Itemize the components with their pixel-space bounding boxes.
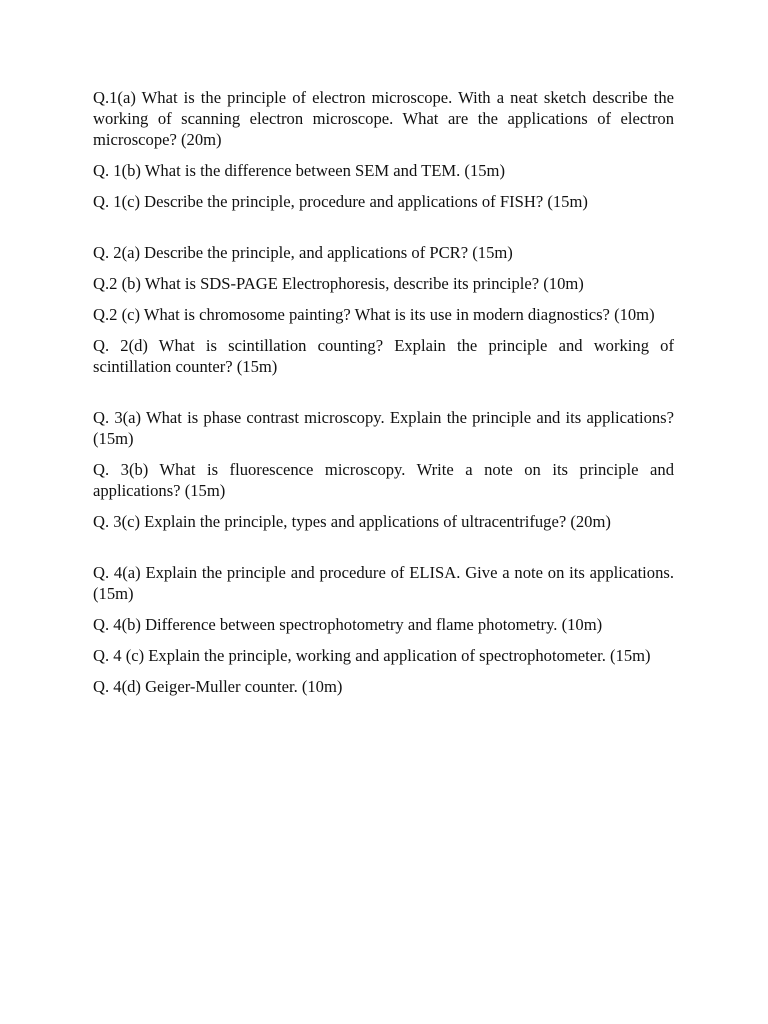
question-3b: Q. 3(b) What is fluorescence microscopy. Write a note on its principle and applications? (15m) bbox=[93, 460, 674, 500]
section-question-4 bbox=[93, 562, 674, 697]
question-1b: Q. 1(b) What is the difference between SEM and TEM. (15m) bbox=[93, 161, 505, 180]
section-question-2 bbox=[93, 242, 674, 377]
question-2a: Q. 2(a) Describe the principle, and applications of PCR? (15m) bbox=[93, 243, 513, 262]
question-1c: Q. 1(c) Describe the principle, procedure and applications of FISH? (15m) bbox=[93, 192, 588, 211]
question-4c: Q. 4 (c) Explain the principle, working and application of spectrophotometer. (15m) bbox=[93, 646, 651, 665]
question-3c: Q. 3(c) Explain the principle, types and applications of ultracentrifuge? (20m) bbox=[93, 512, 611, 531]
section-question-1 bbox=[93, 87, 674, 212]
question-4b: Q. 4(b) Difference between spectrophotometry and flame photometry. (10m) bbox=[93, 615, 603, 634]
question-3a: Q. 3(a) What is phase contrast microscopy. Explain the principle and its applications? (15m) bbox=[93, 408, 674, 448]
question-1a: Q.1(a) What is the principle of electron microscope. With a neat sketch describe the working of scanning electron microscope. What are the applications of electron microscope? (20m) bbox=[93, 88, 674, 149]
question-2d: Q. 2(d) What is scintillation counting? Explain the principle and working of scintillation counter? (15m) bbox=[93, 336, 674, 376]
question-2c: Q.2 (c) What is chromosome painting? What is its use in modern diagnostics? (10m) bbox=[93, 305, 655, 324]
question-4a: Q. 4(a) Explain the principle and procedure of ELISA. Give a note on its applications. (15m) bbox=[93, 563, 674, 603]
question-paper bbox=[93, 87, 674, 707]
question-2b: Q.2 (b) What is SDS-PAGE Electrophoresis, describe its principle? (10m) bbox=[93, 274, 584, 293]
section-question-3 bbox=[93, 407, 674, 532]
question-4d: Q. 4(d) Geiger-Muller counter. (10m) bbox=[93, 677, 343, 696]
